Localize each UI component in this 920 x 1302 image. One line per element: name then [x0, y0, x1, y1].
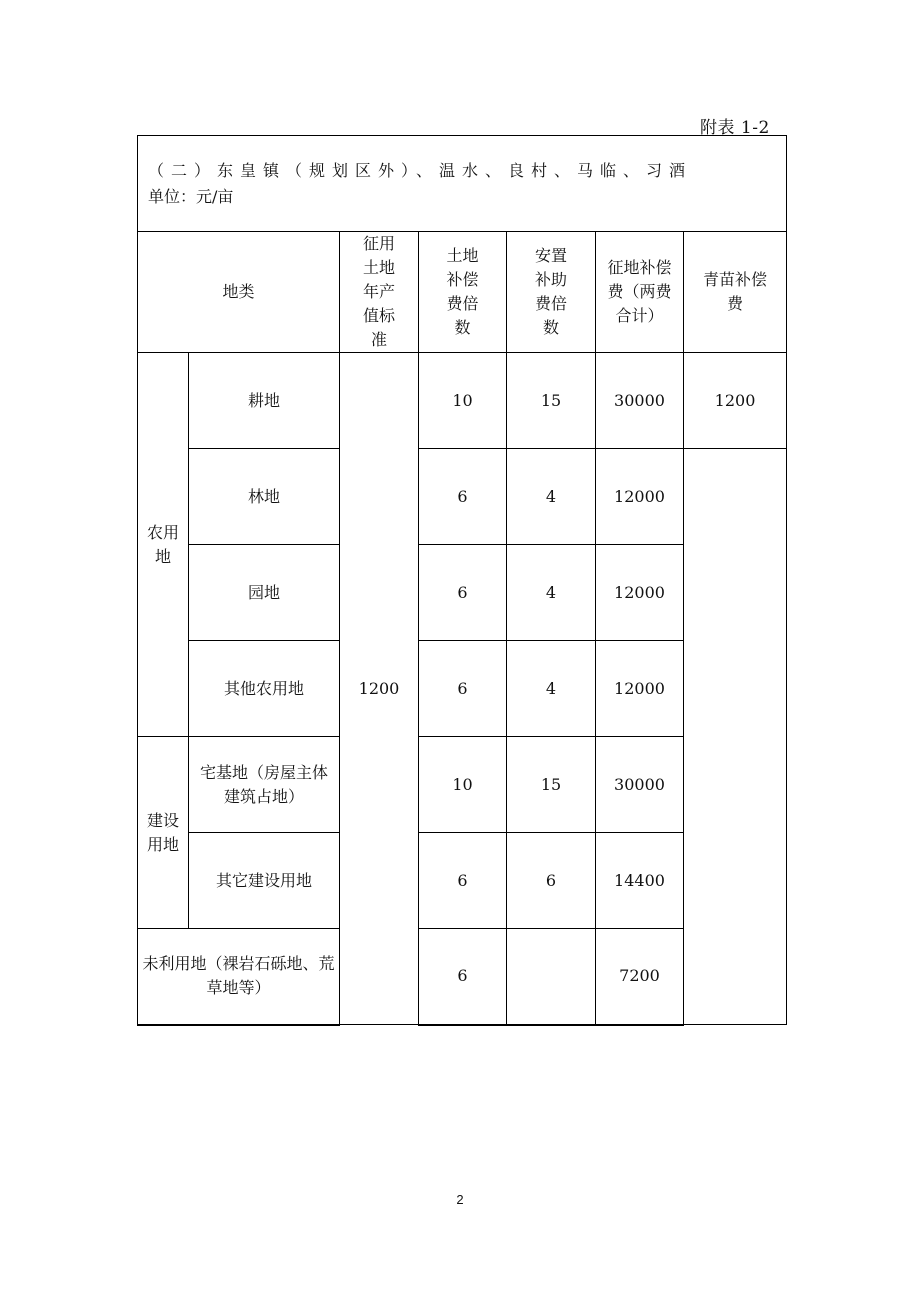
row-name: 林地 [189, 449, 340, 545]
row-name-text: 宅基地（房屋主体建筑占地） [199, 762, 328, 806]
table-title: （二）东皇镇（规划区外）、温水、良村、马临、习酒 [148, 160, 693, 180]
row-resettle-multiple: 4 [507, 449, 596, 545]
group-agricultural-text: 农用地 [146, 522, 179, 566]
row-name-text: 未利用地（裸岩石砾地、荒草地等） [142, 954, 335, 998]
row-name: 其它建设用地 [189, 833, 340, 929]
row-land-multiple: 6 [419, 545, 507, 641]
row-land-multiple: 10 [419, 353, 507, 449]
row-total: 30000 [596, 737, 684, 833]
row-land-multiple: 6 [419, 449, 507, 545]
row-total: 12000 [596, 449, 684, 545]
seedling-empty-cell [684, 449, 787, 1025]
row-resettle-multiple: 4 [507, 545, 596, 641]
page-number: 2 [456, 1192, 464, 1207]
row-resettle-multiple: 4 [507, 641, 596, 737]
header-land-multiple-text: 土地补偿费倍数 [446, 246, 479, 337]
row-total: 14400 [596, 833, 684, 929]
header-annual-output-text: 征用土地年产值标准 [362, 234, 395, 349]
row-name: 园地 [189, 545, 340, 641]
row-land-multiple: 6 [419, 929, 507, 1025]
compensation-table [137, 135, 787, 1026]
row-resettle-multiple [507, 929, 596, 1025]
row-land-multiple: 6 [419, 833, 507, 929]
row-resettle-multiple: 6 [507, 833, 596, 929]
header-seedling [684, 232, 787, 353]
appendix-label: 附表 1-2 [700, 118, 770, 138]
row-name [189, 737, 340, 833]
row-name: 耕地 [189, 353, 340, 449]
row-land-multiple: 6 [419, 641, 507, 737]
row-total: 12000 [596, 545, 684, 641]
row-land-multiple: 10 [419, 737, 507, 833]
header-resettle-multiple-text: 安置补助费倍数 [534, 246, 567, 337]
row-resettle-multiple: 15 [507, 353, 596, 449]
row-name [138, 929, 340, 1025]
seedling-value: 1200 [684, 353, 787, 449]
table-title-cell [138, 136, 787, 232]
header-seedling-text: 青苗补偿费 [703, 270, 768, 313]
row-total: 12000 [596, 641, 684, 737]
header-total [596, 232, 684, 353]
row-resettle-multiple: 15 [507, 737, 596, 833]
header-land-multiple [419, 232, 507, 353]
row-name: 其他农用地 [189, 641, 340, 737]
group-construction [138, 737, 189, 929]
header-land-type: 地类 [138, 232, 340, 353]
row-total: 7200 [596, 929, 684, 1025]
unit-label: 单位：元/亩 [148, 186, 234, 206]
annual-output-value: 1200 [340, 353, 419, 1025]
table-row [138, 353, 787, 449]
row-total: 30000 [596, 353, 684, 449]
group-construction-text: 建设用地 [146, 810, 179, 854]
table-row [138, 449, 787, 545]
header-total-text: 征地补偿费（两费合计） [607, 258, 672, 325]
header-resettle-multiple [507, 232, 596, 353]
header-annual-output [340, 232, 419, 353]
group-agricultural [138, 353, 189, 737]
